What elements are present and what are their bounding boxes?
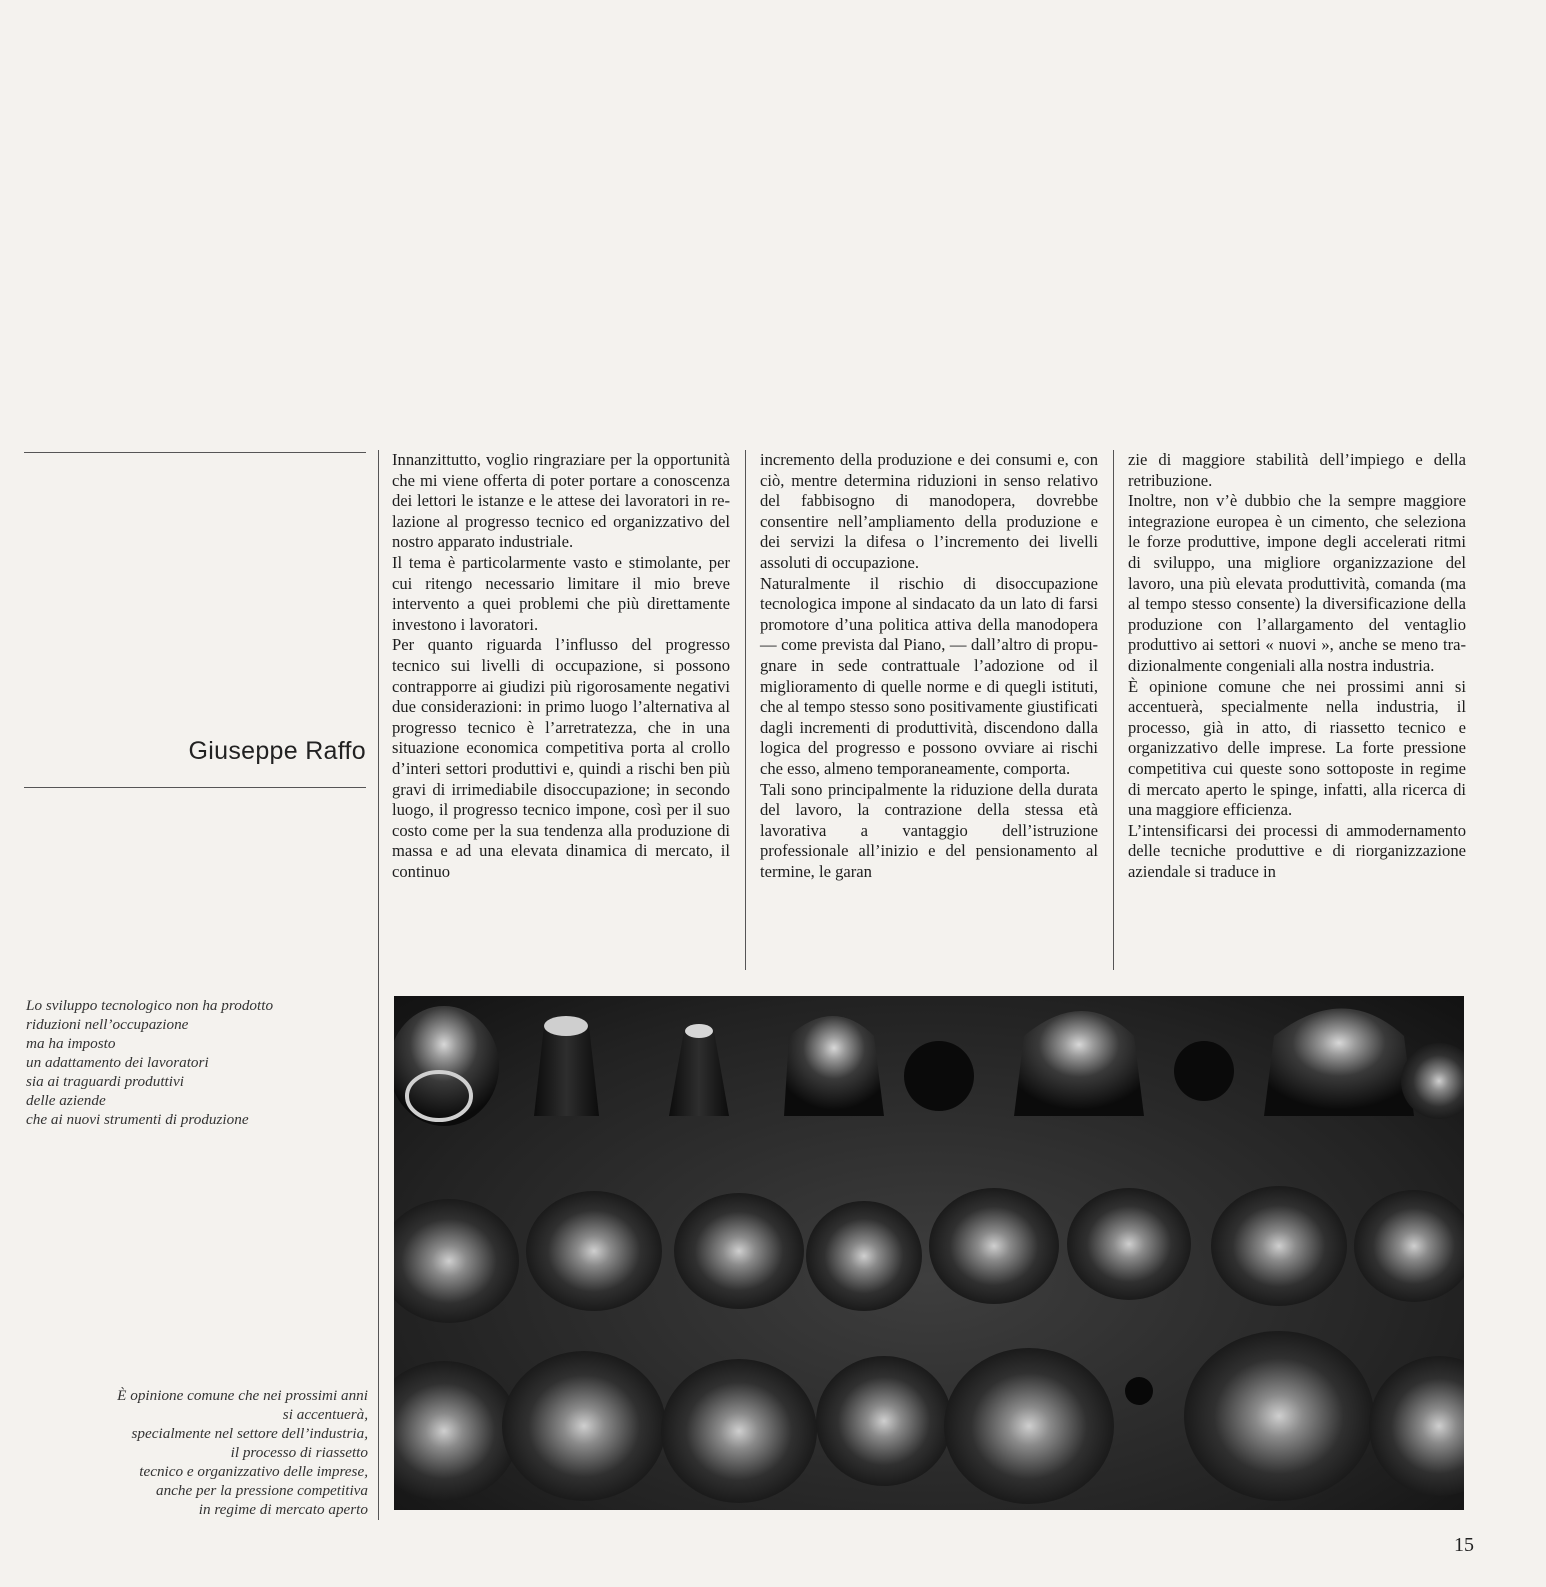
industrial-parts-photo	[394, 996, 1464, 1510]
author-name: Giuseppe Raffo	[188, 737, 366, 765]
text-column-2	[760, 450, 1098, 882]
paragraph: L’intensificarsi dei processi di ammodernamento delle tecniche produttive e di riorganizzazione aziendale si traduce in	[1128, 820, 1466, 881]
caption-line: delle aziende	[26, 1092, 106, 1109]
photo-illustration	[394, 996, 1464, 1510]
paragraph: È opinione comune che nei prossimi anni si accentuerà, specialmente nella industria, il processo, già in atto, di riassetto tecnico e organizzativo delle imprese. La forte pressione competitiva cui queste sono sottoposte in regime di mercato aperto le spinge, infatti, alla ricerca di una maggiore efficienza.	[1128, 676, 1466, 820]
caption-line: anche per la pressione competitiva	[155, 1482, 368, 1499]
column-divider	[1113, 450, 1114, 970]
caption-line: si accentuerà,	[282, 1406, 368, 1423]
author-rule-bottom	[24, 787, 366, 788]
paragraph: incremento della produzione e dei consumi e, con ciò, mentre determina riduzioni in senso relativo del fabbisogno di manodopera, dovrebbe consentire nell’ampliamento della produzione e dei servizi la difesa o l’incremento dei livelli assoluti di occupazione.	[760, 450, 1098, 572]
caption-line: ma ha imposto	[26, 1035, 116, 1052]
pull-quote-caption-1	[26, 996, 356, 1129]
caption-line: un adattamento dei lavoratori	[26, 1054, 209, 1071]
caption-line: riduzioni nell’occupazione	[26, 1016, 189, 1033]
paragraph: Innanzittutto, voglio ringraziare per la opportunità che mi viene offerta di poter portare a conoscenza dei lettori le istanze e le attese dei lavoratori in relazione al progresso tecnico ed organizzativo del nostro apparato industriale.	[392, 450, 730, 552]
caption-line: che ai nuovi strumenti di produzione	[26, 1111, 249, 1128]
paragraph: Naturalmente il rischio di disoccupazione tecnologica impone al sindacato da un lato di farsi promotore d’una politica attiva della manodopera — come prevista dal Piano, — dall’altro di propugnare in sede contrattuale l’adozione od il miglioramento di quelle norme e di quegli istituti, che al tempo stesso sono positivamente giustificati dagli incrementi di produttività, discendono dalla logica del progresso e possono ovviare ai rischi che esso, almeno temporaneamente, comporta.	[760, 573, 1098, 778]
column-divider	[378, 450, 379, 1520]
author-rule-top	[24, 452, 366, 453]
caption-line: specialmente nel settore dell’industria,	[131, 1425, 368, 1442]
caption-line: il processo di riassetto	[230, 1444, 368, 1461]
caption-line: sia ai traguardi produttivi	[26, 1073, 184, 1090]
caption-line: tecnico e organizzativo delle imprese,	[139, 1463, 368, 1480]
paragraph: Tali sono principalmente la riduzione della durata del lavoro, la contrazione della stessa età lavorativa a vantaggio dell’istruzione professionale all’inizio e del pensionamento al termine, le garan	[760, 779, 1098, 881]
caption-line: È opinione comune che nei prossimi anni	[117, 1387, 368, 1404]
page-number: 15	[1454, 1534, 1474, 1556]
paragraph: zie di maggiore stabilità dell’impiego e della retribuzione.	[1128, 450, 1466, 490]
column-divider	[745, 450, 746, 970]
text-column-3	[1128, 450, 1466, 882]
caption-line: Lo sviluppo tecnologico non ha prodotto	[26, 997, 274, 1014]
pull-quote-caption-2	[24, 1386, 368, 1519]
paragraph: Inoltre, non v’è dubbio che la sempre maggiore integrazione europea è un cimento, che seleziona le forze produttive, impone degli accelerati ritmi di sviluppo, una migliore organizzazione del lavoro, una più elevata produttività, comanda (ma al tempo stesso consente) la diversificazione della produzione con l’allargamento del ventaglio produttivo ai settori « nuovi », anche se meno tradizionalmente congeniali alla nostra industria.	[1128, 491, 1466, 675]
caption-line: in regime di mercato aperto	[198, 1501, 368, 1518]
paragraph: Per quanto riguarda l’influsso del progresso tecnico sui livelli di occupazione, si possono contrapporre ai giudizi più rigorosamente negativi due considerazioni: in primo luogo l’alternativa al progresso tecnico è l’arretratezza, che in una situazione economica competitiva porta al crollo d’interi settori produttivi e, quindi a rischi ben più gravi di irrimediabile disoccupazione; in secondo luogo, il progresso tecnico impone, così per il suo costo come per la sua tendenza alla produzione di massa e ad una elevata dinamica di mercato, il continuo	[392, 635, 730, 881]
text-column-1	[392, 450, 730, 882]
paragraph: Il tema è particolarmente vasto e stimolante, per cui ritengo necessario limitare il mio breve intervento a quei problemi che più direttamente investono i lavoratori.	[392, 552, 730, 634]
